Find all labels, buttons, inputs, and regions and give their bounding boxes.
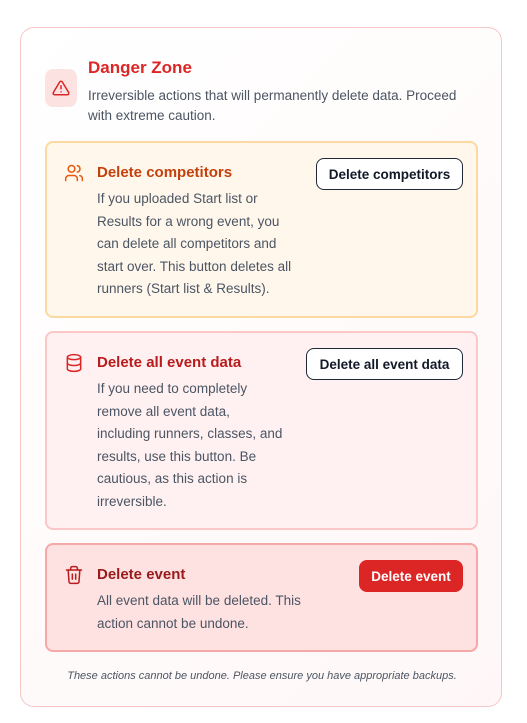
card-description xyxy=(97,188,291,301)
danger-zone-panel xyxy=(20,27,502,707)
card-description-line: remove all event data, xyxy=(97,403,230,419)
card-description-line: irreversible. xyxy=(97,493,167,509)
card-description-line: If you need to completely xyxy=(97,381,248,396)
delete-competitors-card xyxy=(45,141,478,318)
card-description xyxy=(97,378,282,513)
card-description-line: cautious, as this action is xyxy=(97,471,248,486)
card-description-line: If you uploaded Start list or xyxy=(97,191,258,206)
card-description-line: Results for a wrong event, you xyxy=(97,213,280,229)
card-description-line: start over. This button deletes all xyxy=(97,258,292,274)
users-icon xyxy=(64,163,84,183)
card-title: Delete competitors xyxy=(97,164,233,181)
delete-competitors-button[interactable]: Delete competitors xyxy=(316,158,463,190)
card-title: Delete all event data xyxy=(97,354,242,371)
card-title: Delete event xyxy=(97,566,186,583)
delete-event-button[interactable]: Delete event xyxy=(359,560,463,592)
trash-icon xyxy=(64,565,84,585)
card-description-line: results, use this button. Be xyxy=(97,448,257,464)
card-description-line: including runners, classes, and xyxy=(97,426,283,441)
card-description-line: can delete all competitors and xyxy=(97,236,277,251)
database-icon xyxy=(64,353,84,373)
card-description-line: runners (Start list & Results). xyxy=(97,281,270,296)
card-description-line: action cannot be undone. xyxy=(97,615,249,631)
card-description-line: All event data will be deleted. This xyxy=(97,593,301,608)
delete-event-card xyxy=(45,543,478,652)
danger-zone-description: Irreversible actions that will permanently delete data. Proceed with extreme caution. xyxy=(88,88,457,123)
delete-all-event-data-card xyxy=(45,331,478,530)
footer-note: These actions cannot be undone. Please ensure you have appropriate backups. xyxy=(67,670,457,682)
danger-zone-title: Danger Zone xyxy=(88,58,192,77)
delete-all-event-data-button[interactable]: Delete all event data xyxy=(306,348,463,380)
warning-triangle-icon xyxy=(45,69,77,107)
card-description xyxy=(97,590,301,635)
